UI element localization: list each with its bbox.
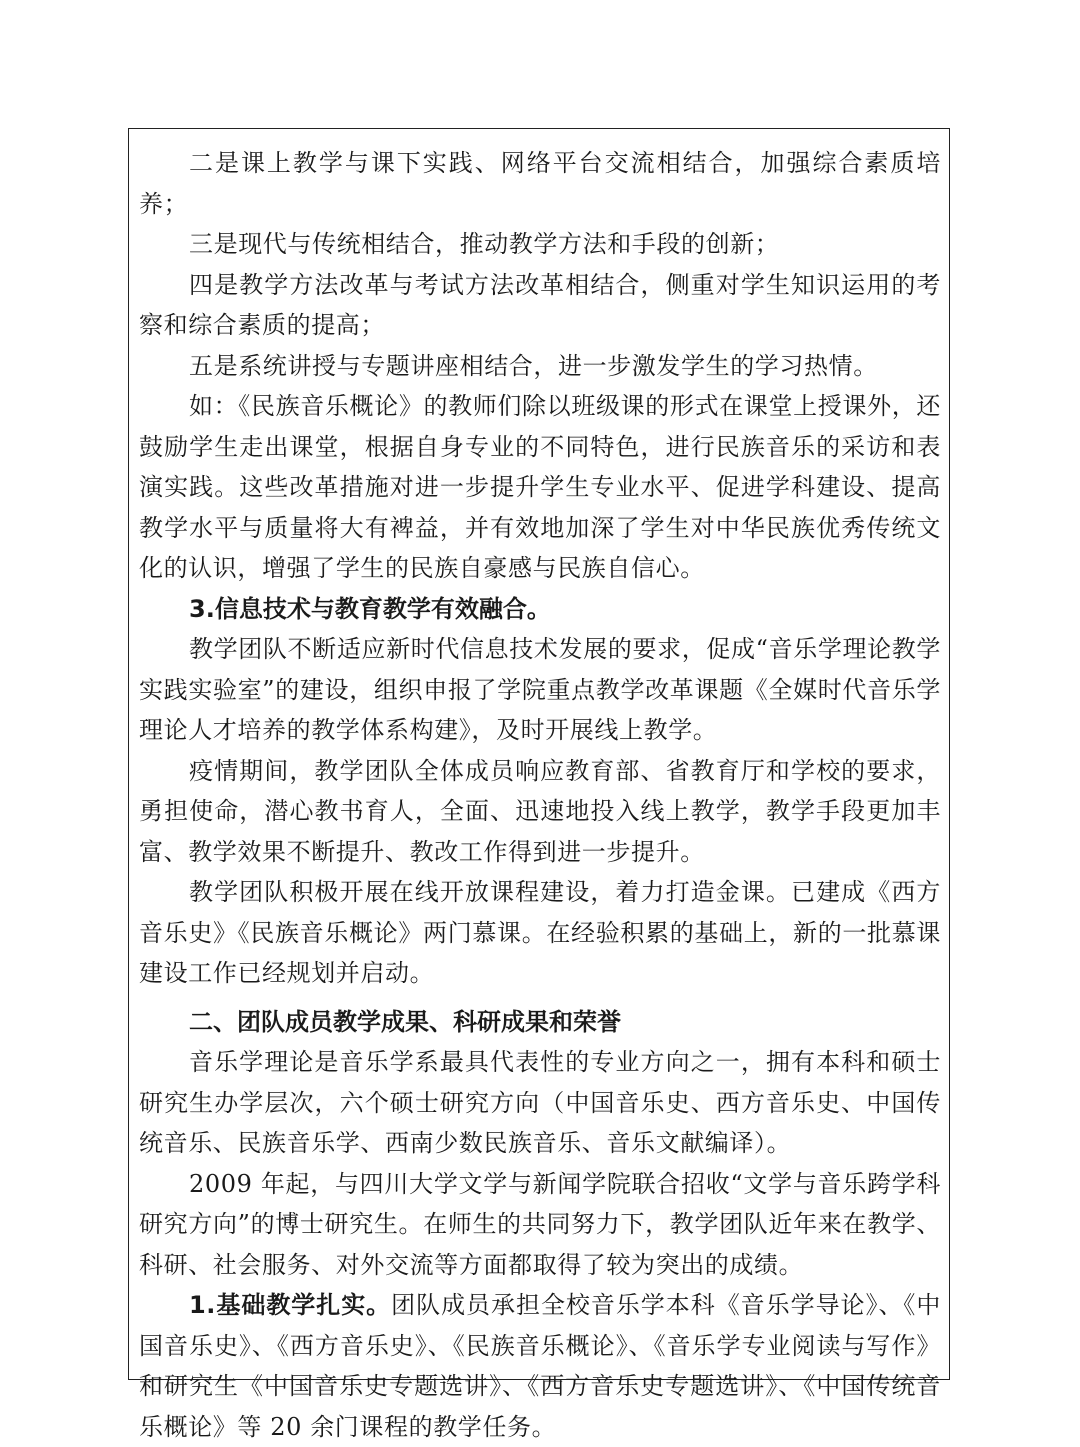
- section-heading: 二、团队成员教学成果、科研成果和荣誉: [189, 1007, 621, 1036]
- document-frame: [128, 128, 950, 1441]
- paragraph-basic-teaching: [139, 1285, 941, 1447]
- paragraph: 2009 年起，与四川大学文学与新闻学院联合招收“文学与音乐跨学科研究方向”的博士研究生。在师生的共同努力下，教学团队近年来在教学、科研、社会服务、对外交流等方面都取得了较为突出的成绩。: [139, 1169, 941, 1279]
- paragraph: 五是系统讲授与专题讲座相结合，进一步激发学生的学习热情。: [189, 351, 878, 380]
- paragraph: 二是课上教学与课下实践、网络平台交流相结合，加强综合素质培养；: [139, 149, 941, 218]
- paragraph: 如：《民族音乐概论》的教师们除以班级课的形式在课堂上授课外，还鼓励学生走出课堂，根据自身专业的不同特色，进行民族音乐的采访和表演实践。这些改革措施对进一步提升学生专业水平、促进学科建设、提高教学水平与质量将大有裨益，并有效地加深了学生对中华民族优秀传统文化的认识，增强了学生的民族自豪感与民族自信心。: [139, 392, 941, 582]
- paragraph: 音乐学理论是音乐学系最具代表性的专业方向之一，拥有本科和硕士研究生办学层次，六个硕士研究方向（中国音乐史、西方音乐史、中国传统音乐、民族音乐学、西南少数民族音乐、音乐文献编译）。: [139, 1048, 941, 1157]
- paragraph: 四是教学方法改革与考试方法改革相结合，侧重对学生知识运用的考察和综合素质的提高；: [139, 270, 941, 339]
- paragraph: 三是现代与传统相结合，推动教学方法和手段的创新；: [189, 230, 780, 258]
- paragraph: 教学团队不断适应新时代信息技术发展的要求，促成“音乐学理论教学实践实验室”的建设，组织申报了学院重点教学改革课题《全媒时代音乐学理论人才培养的教学体系构建》，及时开展线上教学。: [139, 635, 941, 744]
- paragraph-lead: 1.基础教学扎实。: [189, 1291, 392, 1319]
- section-spacer: [139, 994, 941, 1002]
- paragraph-body: 团队成员承担全校音乐学本科《音乐学导论》、《中国音乐史》、《西方音乐史》、《民族音乐概论》、《音乐学专业阅读与写作》和研究生《中国音乐史专题选讲》、《西方音乐史专题选讲》、《中国传统音乐概论》等 20 余门课程的教学任务。: [139, 1291, 941, 1441]
- paragraph: 教学团队积极开展在线开放课程建设，着力打造金课。已建成《西方音乐史》《民族音乐概论》两门慕课。在经验积累的基础上，新的一批慕课建设工作已经规划并启动。: [139, 878, 941, 987]
- paragraph: 疫情期间，教学团队全体成员响应教育部、省教育厅和学校的要求，勇担使命，潜心教书育人，全面、迅速地投入线上教学，教学手段更加丰富、教学效果不断提升、教改工作得到进一步提升。: [139, 756, 941, 866]
- subsection-heading: 3.信息技术与教育教学有效融合。: [189, 594, 551, 623]
